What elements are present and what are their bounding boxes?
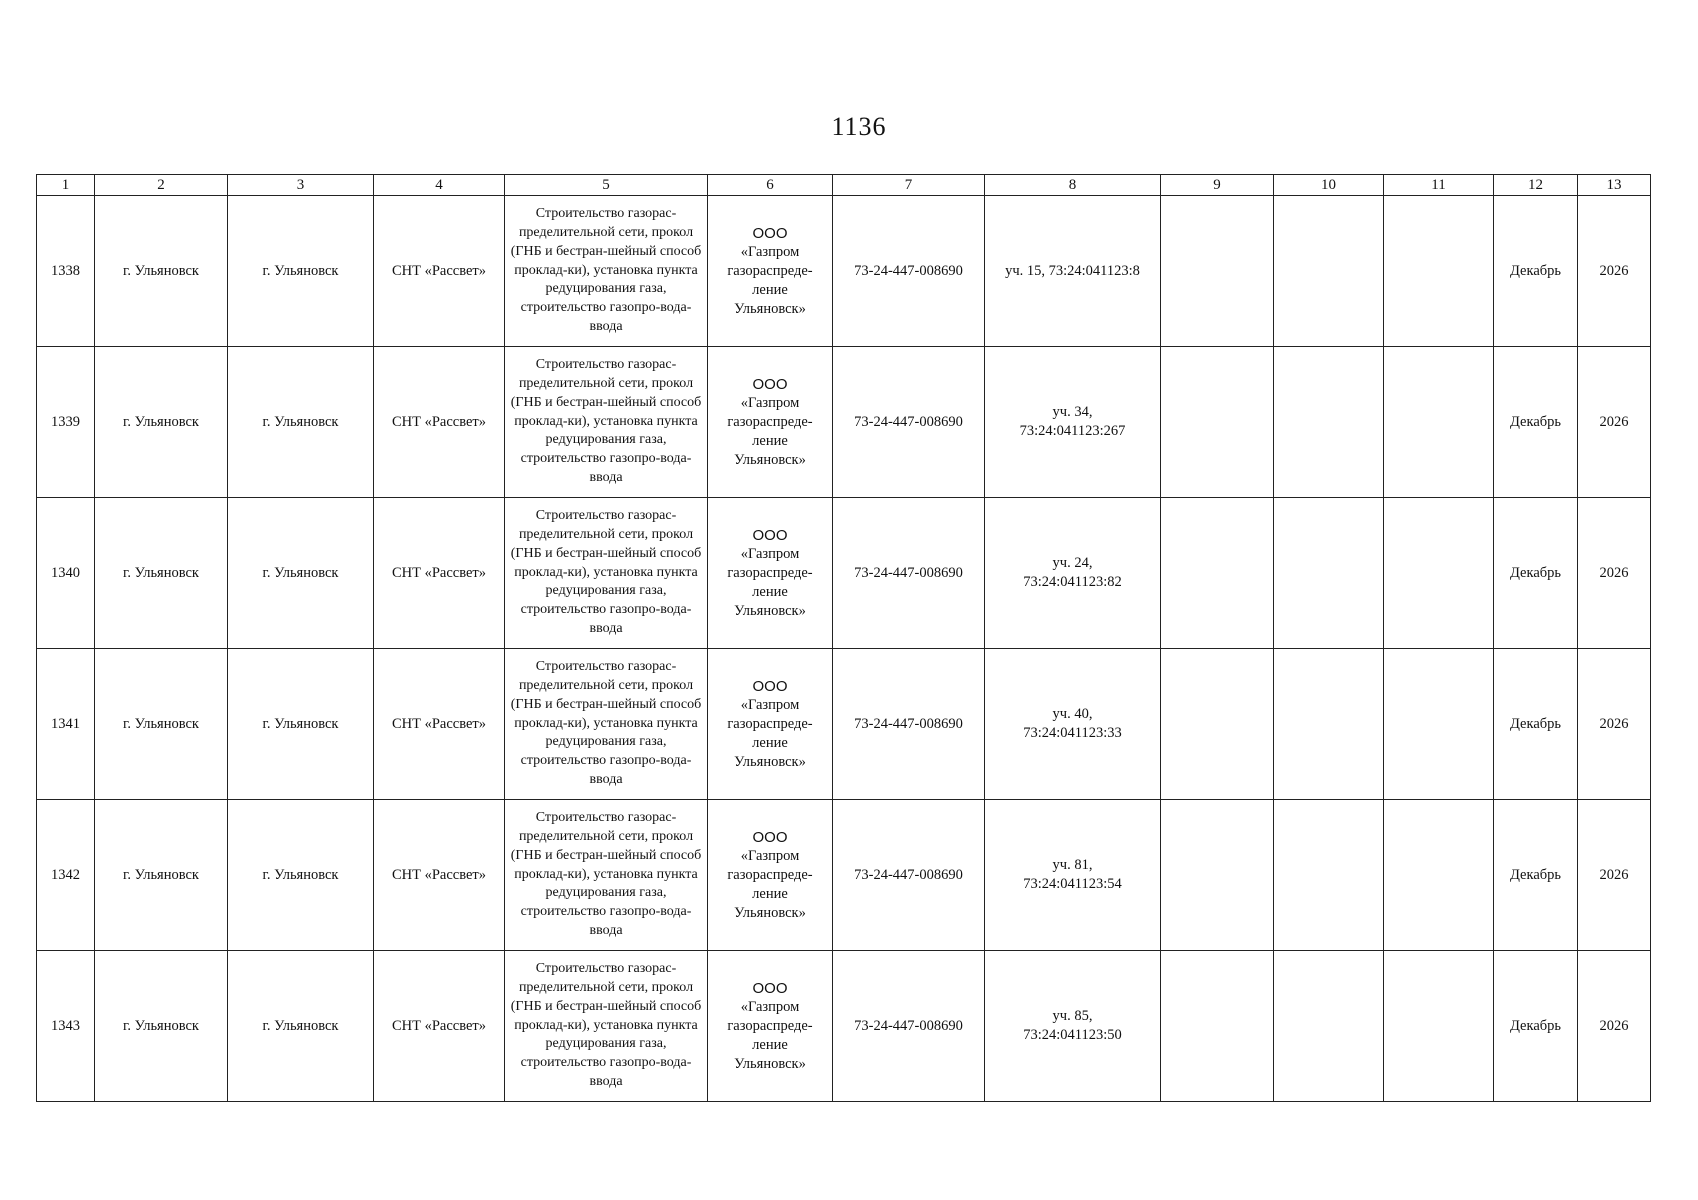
cadastral-number: 73:24:041123:54 <box>1023 876 1122 892</box>
plot-cell <box>985 649 1161 800</box>
month-cell: Декабрь <box>1494 347 1578 498</box>
description-cell: Строительство газорас-пределительной сети, прокол (ГНБ и бестран-шейный способ проклад-ки), установка пункта редуцирования газа, строительство газопро-вода-ввода <box>505 951 708 1102</box>
table-row <box>37 951 1651 1102</box>
org-line: газораспреде- <box>727 866 813 883</box>
org-line: ление <box>752 281 788 298</box>
empty-cell <box>1161 800 1274 951</box>
column-header: 11 <box>1384 175 1494 196</box>
district-cell: г. Ульяновск <box>95 649 228 800</box>
settlement-cell: г. Ульяновск <box>228 951 374 1102</box>
description-cell: Строительство газорас-пределительной сети, прокол (ГНБ и бестран-шейный способ проклад-ки), установка пункта редуцирования газа, строительство газопро-вода-ввода <box>505 347 708 498</box>
column-header: 7 <box>833 175 985 196</box>
location-cell: СНТ «Рассвет» <box>374 649 505 800</box>
month-cell: Декабрь <box>1494 498 1578 649</box>
org-line: газораспреде- <box>727 413 813 430</box>
location-cell: СНТ «Рассвет» <box>374 347 505 498</box>
code-cell: 73-24-447-008690 <box>833 347 985 498</box>
location-cell: СНТ «Рассвет» <box>374 196 505 347</box>
empty-cell <box>1384 498 1494 649</box>
org-line: ление <box>752 583 788 600</box>
cadastral-number: 73:24:041123:82 <box>1023 574 1122 590</box>
plot-number: уч. 34, <box>1052 404 1093 420</box>
table-row <box>37 800 1651 951</box>
row-number: 1338 <box>37 196 95 347</box>
empty-cell <box>1384 800 1494 951</box>
org-line: газораспреде- <box>727 1017 813 1034</box>
code-cell: 73-24-447-008690 <box>833 196 985 347</box>
org-type: ООО <box>752 677 788 695</box>
empty-cell <box>1274 347 1384 498</box>
org-line: Ульяновск» <box>734 602 806 619</box>
org-type: ООО <box>752 828 788 846</box>
plot-cell <box>985 951 1161 1102</box>
empty-cell <box>1384 649 1494 800</box>
column-header: 13 <box>1578 175 1651 196</box>
year-cell: 2026 <box>1578 196 1651 347</box>
empty-cell <box>1274 196 1384 347</box>
cadastral-number: 73:24:041123:267 <box>1019 423 1126 439</box>
settlement-cell: г. Ульяновск <box>228 800 374 951</box>
row-number: 1342 <box>37 800 95 951</box>
plot-number: уч. 24, <box>1052 555 1093 571</box>
description-cell: Строительство газорас-пределительной сети, прокол (ГНБ и бестран-шейный способ проклад-ки), установка пункта редуцирования газа, строительство газопро-вода-ввода <box>505 196 708 347</box>
cadastral-number: 73:24:041123:50 <box>1023 1027 1122 1043</box>
org-type: ООО <box>752 224 788 242</box>
table-row <box>37 498 1651 649</box>
column-header: 2 <box>95 175 228 196</box>
description-cell: Строительство газорас-пределительной сети, прокол (ГНБ и бестран-шейный способ проклад-ки), установка пункта редуцирования газа, строительство газопро-вода-ввода <box>505 498 708 649</box>
column-header: 4 <box>374 175 505 196</box>
column-header: 1 <box>37 175 95 196</box>
org-line: Ульяновск» <box>734 1055 806 1072</box>
code-cell: 73-24-447-008690 <box>833 649 985 800</box>
organization-cell <box>708 498 833 649</box>
year-cell: 2026 <box>1578 649 1651 800</box>
plot-cell <box>985 498 1161 649</box>
district-cell: г. Ульяновск <box>95 951 228 1102</box>
org-line: «Газпром <box>740 847 800 864</box>
settlement-cell: г. Ульяновск <box>228 498 374 649</box>
column-header: 3 <box>228 175 374 196</box>
year-cell: 2026 <box>1578 800 1651 951</box>
org-line: ление <box>752 1036 788 1053</box>
empty-cell <box>1274 498 1384 649</box>
table-row <box>37 196 1651 347</box>
empty-cell <box>1161 196 1274 347</box>
empty-cell <box>1384 347 1494 498</box>
column-header: 5 <box>505 175 708 196</box>
table-row <box>37 347 1651 498</box>
empty-cell <box>1274 649 1384 800</box>
org-type: ООО <box>752 375 788 393</box>
location-cell: СНТ «Рассвет» <box>374 800 505 951</box>
org-line: «Газпром <box>740 545 800 562</box>
settlement-cell: г. Ульяновск <box>228 196 374 347</box>
empty-cell <box>1161 498 1274 649</box>
month-cell: Декабрь <box>1494 951 1578 1102</box>
table-row <box>37 649 1651 800</box>
month-cell: Декабрь <box>1494 196 1578 347</box>
code-cell: 73-24-447-008690 <box>833 951 985 1102</box>
code-cell: 73-24-447-008690 <box>833 498 985 649</box>
settlement-cell: г. Ульяновск <box>228 649 374 800</box>
org-line: газораспреде- <box>727 715 813 732</box>
org-line: ление <box>752 734 788 751</box>
empty-cell <box>1161 951 1274 1102</box>
plot-number: уч. 15, 73:24:041123:8 <box>1005 262 1140 279</box>
org-line: Ульяновск» <box>734 753 806 770</box>
empty-cell <box>1161 347 1274 498</box>
column-header: 9 <box>1161 175 1274 196</box>
org-line: Ульяновск» <box>734 904 806 921</box>
row-number: 1341 <box>37 649 95 800</box>
plot-cell <box>985 800 1161 951</box>
organization-cell <box>708 800 833 951</box>
plot-number: уч. 85, <box>1052 1008 1093 1024</box>
column-header: 12 <box>1494 175 1578 196</box>
location-cell: СНТ «Рассвет» <box>374 498 505 649</box>
plot-cell <box>985 347 1161 498</box>
empty-cell <box>1274 800 1384 951</box>
row-number: 1340 <box>37 498 95 649</box>
org-line: «Газпром <box>740 394 800 411</box>
location-cell: СНТ «Рассвет» <box>374 951 505 1102</box>
org-line: газораспреде- <box>727 564 813 581</box>
district-cell: г. Ульяновск <box>95 498 228 649</box>
organization-cell <box>708 347 833 498</box>
empty-cell <box>1274 951 1384 1102</box>
settlement-cell: г. Ульяновск <box>228 347 374 498</box>
column-header: 8 <box>985 175 1161 196</box>
district-cell: г. Ульяновск <box>95 196 228 347</box>
organization-cell <box>708 196 833 347</box>
plot-cell <box>985 196 1161 347</box>
empty-cell <box>1161 649 1274 800</box>
code-cell: 73-24-447-008690 <box>833 800 985 951</box>
org-line: «Газпром <box>740 998 800 1015</box>
description-cell: Строительство газорас-пределительной сети, прокол (ГНБ и бестран-шейный способ проклад-ки), установка пункта редуцирования газа, строительство газопро-вода-ввода <box>505 649 708 800</box>
district-cell: г. Ульяновск <box>95 800 228 951</box>
empty-cell <box>1384 951 1494 1102</box>
organization-cell <box>708 951 833 1102</box>
description-cell: Строительство газорас-пределительной сети, прокол (ГНБ и бестран-шейный способ проклад-ки), установка пункта редуцирования газа, строительство газопро-вода-ввода <box>505 800 708 951</box>
column-header: 10 <box>1274 175 1384 196</box>
row-number: 1343 <box>37 951 95 1102</box>
year-cell: 2026 <box>1578 951 1651 1102</box>
year-cell: 2026 <box>1578 347 1651 498</box>
column-number-header <box>37 175 1651 196</box>
month-cell: Декабрь <box>1494 649 1578 800</box>
org-line: ление <box>752 885 788 902</box>
row-number: 1339 <box>37 347 95 498</box>
plot-number: уч. 40, <box>1052 706 1093 722</box>
organization-cell <box>708 649 833 800</box>
column-header: 6 <box>708 175 833 196</box>
page-number: 1136 <box>831 112 887 141</box>
org-line: «Газпром <box>740 696 800 713</box>
org-line: «Газпром <box>740 243 800 260</box>
org-line: газораспреде- <box>727 262 813 279</box>
org-type: ООО <box>752 526 788 544</box>
registry-table <box>36 174 1651 1102</box>
district-cell: г. Ульяновск <box>95 347 228 498</box>
org-line: ление <box>752 432 788 449</box>
year-cell: 2026 <box>1578 498 1651 649</box>
cadastral-number: 73:24:041123:33 <box>1023 725 1122 741</box>
plot-number: уч. 81, <box>1052 857 1093 873</box>
org-line: Ульяновск» <box>734 300 806 317</box>
org-type: ООО <box>752 979 788 997</box>
empty-cell <box>1384 196 1494 347</box>
org-line: Ульяновск» <box>734 451 806 468</box>
month-cell: Декабрь <box>1494 800 1578 951</box>
